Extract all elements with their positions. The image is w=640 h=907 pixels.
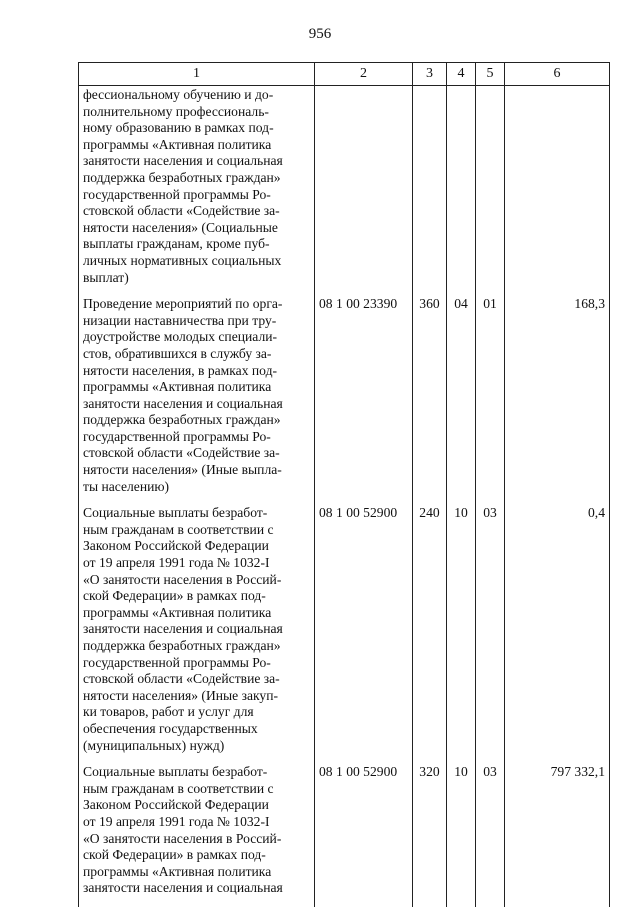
description-line: ным гражданам в соответствии с	[83, 521, 274, 537]
description-line: стовской области «Содействие за-	[83, 445, 280, 461]
description-line: Социальные выплаты безработ-	[83, 764, 268, 780]
description-line: стов, обратившихся в службу за-	[83, 345, 272, 361]
column-header-3: 3	[413, 63, 447, 86]
description-line: выплат)	[83, 269, 129, 285]
description-line: программы «Активная политика	[83, 136, 272, 152]
description-line: занятости населения и социальная	[83, 153, 283, 169]
section-code: 10	[447, 764, 476, 907]
row-description	[79, 505, 315, 764]
column-header-5: 5	[476, 63, 505, 86]
description-line: от 19 апреля 1991 года № 1032-I	[83, 555, 270, 571]
description-line: государственной программы Ро-	[83, 428, 271, 444]
table-row	[79, 505, 610, 764]
expense-type-code: 240	[413, 505, 447, 764]
page-number: 956	[308, 26, 332, 42]
section-code	[447, 86, 476, 297]
description-line: ты населению)	[83, 478, 170, 494]
description-line: Социальные выплаты безработ-	[83, 505, 268, 521]
subsection-code	[476, 86, 505, 297]
subsection-code: 03	[476, 505, 505, 764]
description-line: от 19 апреля 1991 года № 1032-I	[83, 813, 270, 829]
description-line: занятости населения и социальная	[83, 621, 283, 637]
description-line: выплаты гражданам, кроме пуб-	[83, 236, 270, 252]
description-line: личных нормативных социальных	[83, 252, 282, 268]
row-description	[79, 764, 315, 907]
table-row	[79, 296, 610, 505]
row-description	[79, 86, 315, 297]
description-line: занятости населения и социальная	[83, 880, 283, 896]
description-line: Законом Российской Федерации	[83, 797, 269, 813]
subsection-code: 01	[476, 296, 505, 505]
amount-value: 168,3	[505, 296, 610, 505]
description-line: государственной программы Ро-	[83, 186, 271, 202]
description-line: нятости населения, в рамках под-	[83, 362, 278, 378]
description-line: (муниципальных) нужд)	[83, 737, 225, 753]
table-body	[79, 86, 610, 907]
header-row	[79, 63, 610, 86]
description-line: Проведение мероприятий по орга-	[83, 296, 283, 312]
description-line: государственной программы Ро-	[83, 654, 271, 670]
amount-value	[505, 86, 610, 297]
subsection-code: 03	[476, 764, 505, 907]
description-line: «О занятости населения в Россий-	[83, 571, 282, 587]
amount-value: 797 332,1	[505, 764, 610, 907]
budget-table	[78, 62, 610, 907]
section-code: 10	[447, 505, 476, 764]
target-article-code	[315, 86, 413, 297]
table-row	[79, 764, 610, 907]
column-header-4: 4	[447, 63, 476, 86]
description-line: ным гражданам в соответствии с	[83, 780, 274, 796]
description-line: поддержка безработных граждан»	[83, 412, 281, 428]
target-article-code: 08 1 00 52900	[315, 764, 413, 907]
description-line: стовской области «Содействие за-	[83, 671, 280, 687]
description-line: Законом Российской Федерации	[83, 538, 269, 554]
target-article-code: 08 1 00 52900	[315, 505, 413, 764]
description-line: программы «Активная политика	[83, 604, 272, 620]
description-line: ской Федерации» в рамках под-	[83, 847, 266, 863]
target-article-code: 08 1 00 23390	[315, 296, 413, 505]
description-line: программы «Активная политика	[83, 379, 272, 395]
description-line: нятости населения» (Иные закуп-	[83, 687, 279, 703]
column-header-2: 2	[315, 63, 413, 86]
description-line: стовской области «Содействие за-	[83, 203, 280, 219]
column-header-1: 1	[79, 63, 315, 86]
description-line: поддержка безработных граждан»	[83, 638, 281, 653]
description-line: «О занятости населения в Россий-	[83, 830, 282, 846]
description-line: фессиональному обучению и до-	[83, 87, 274, 102]
description-line: занятости населения и социальная	[83, 395, 283, 411]
column-header-6: 6	[505, 63, 610, 86]
description-line: низации наставничества при тру-	[83, 312, 277, 328]
expense-type-code: 360	[413, 296, 447, 505]
description-line: программы «Активная политика	[83, 863, 272, 879]
table-header	[79, 63, 610, 86]
description-line: обеспечения государственных	[83, 720, 258, 736]
description-line: нятости населения» (Иные выпла-	[83, 462, 282, 478]
description-line: поддержка безработных граждан»	[83, 169, 281, 185]
section-code: 04	[447, 296, 476, 505]
row-description	[79, 296, 315, 505]
description-line: ки товаров, работ и услуг для	[83, 704, 254, 720]
description-line: нятости населения» (Социальные	[83, 219, 278, 235]
description-line: полнительному профессиональ-	[83, 103, 269, 119]
description-line: доустройстве молодых специали-	[83, 329, 278, 345]
description-line: ской Федерации» в рамках под-	[83, 588, 266, 604]
expense-type-code: 320	[413, 764, 447, 907]
table-row	[79, 86, 610, 297]
expense-type-code	[413, 86, 447, 297]
description-line: ному образованию в рамках под-	[83, 120, 274, 136]
amount-value: 0,4	[505, 505, 610, 764]
